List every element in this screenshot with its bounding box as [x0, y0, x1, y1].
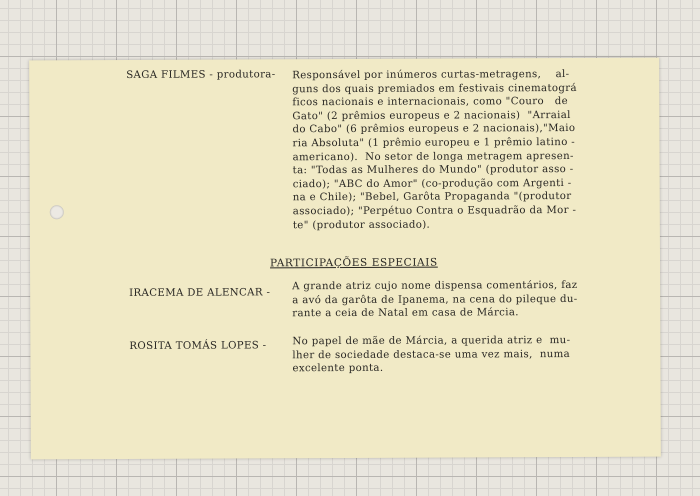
entry-name: IRACEMA DE ALENCAR -	[129, 287, 271, 299]
entry-description: Responsável por inúmeros curtas-metragens, al- guns dos quais premiados em festivais cinematográ ficos nacionais e internacionais, como "Couro de Gato" (2 prêmios europeus e 2 nacionais) "Arraial do Cabo" (6 prêmios europeus e 2 nacionais),"Maio ria Absoluta" (1 prêmio europeu e 1 prêmio latino - americano). No setor de longa metragem apresen- ta: "Todas as Mulheres do Mundo" (produtor asso - ciado); "ABC do Amor" (co-produção com Argenti - na e Chile); "Bebel, Garôta Propaganda "(produtor associado); "Perpétuo Contra o Esquadrão da Mor - te" (produtor associado).	[292, 69, 577, 231]
entry-description: A grande atriz cujo nome dispensa comentários, faz a avó da garôta de Ipanema, na cena do pileque du- rante a ceia de Natal em casa de Márcia.	[292, 279, 578, 320]
entry-description: No papel de mãe de Márcia, a querida atriz e mu- lher de sociedade destaca-se uma vez mais, numa excelente ponta.	[292, 335, 571, 375]
entry-name: SAGA FILMES - produtora-	[126, 69, 276, 81]
section-heading: PARTICIPAÇÕES ESPECIAIS	[269, 256, 438, 270]
document-sheet	[29, 58, 661, 460]
punch-hole	[50, 205, 64, 219]
entry-name: ROSITA TOMÁS LOPES -	[129, 340, 267, 352]
